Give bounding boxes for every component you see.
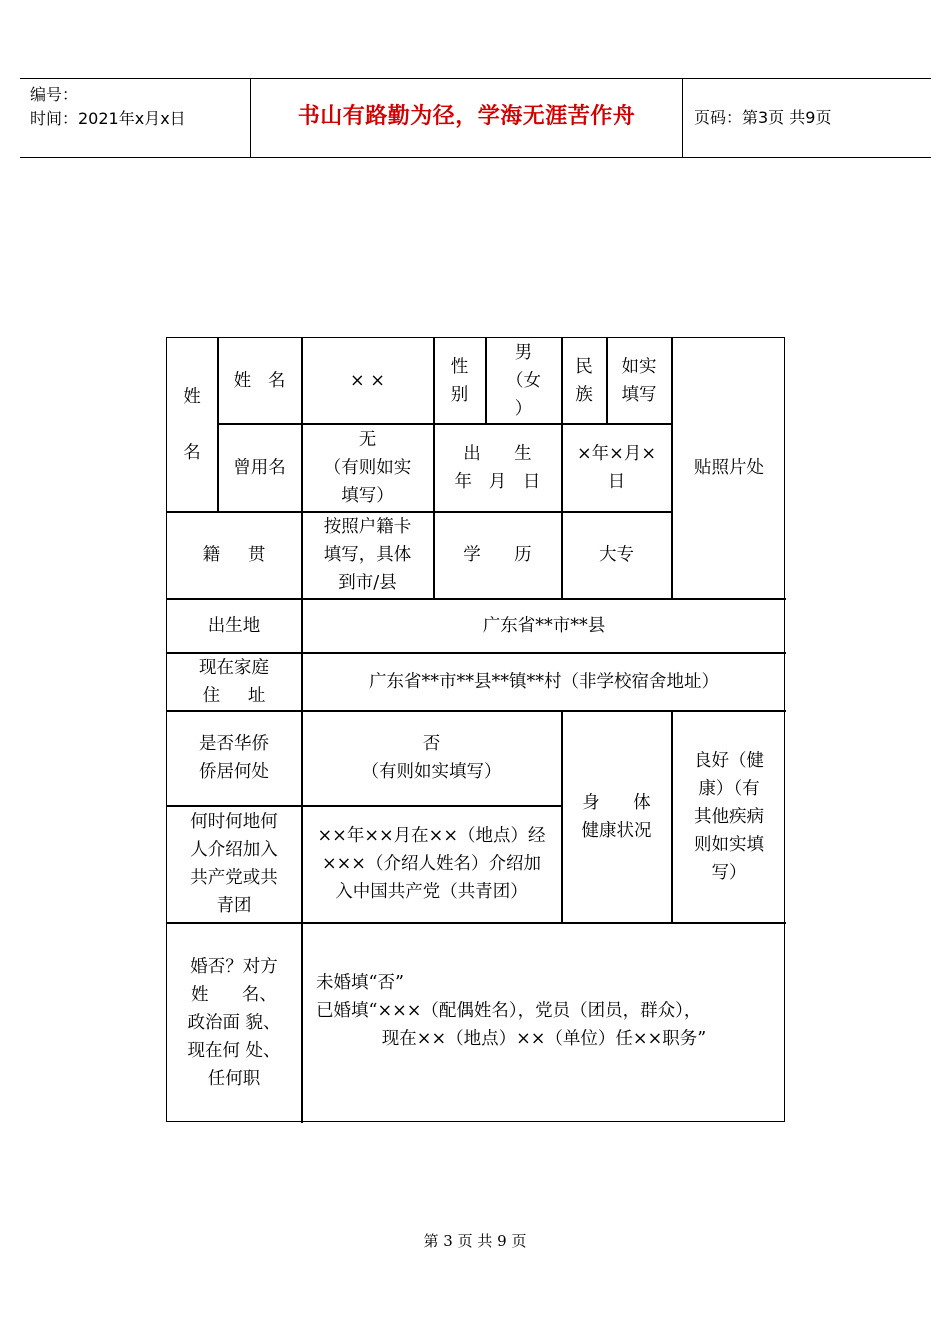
former-name-value: 无 （有则如实 填写） [323,429,412,506]
address-value: 广东省**市**县**镇**村（非学校宿舍地址） [369,671,719,692]
education-label: 学 历 [463,545,532,565]
name-value: × × [350,370,385,391]
marriage-married-note-cont: 现在××（地点）××（单位）任××职务” [381,1029,707,1049]
header-meta [30,83,186,131]
name-label: 姓 名 [233,370,286,391]
birthplace-label: 出生地 [207,615,261,636]
page-footer: 第 3 页 共 9 页 [423,1232,527,1250]
health-value: 良好（健 康）（有 其他疾病 则如实填 写） [694,750,764,883]
birth-date-value: ×年×月× 日 [577,443,656,492]
name-group-label: 姓 名 [183,386,201,463]
header-motto: 书山有路勤为径，学海无涯苦作舟 [297,104,636,129]
marriage-unmarried-note: 未婚填“否” [316,973,404,993]
overseas-label: 是否华侨 侨居何处 [199,734,269,782]
marriage-label: 婚否？对方 姓 名、 政治面 貌、 现在何 处、 任何职 [187,957,281,1089]
date-label: 时间：2021年x月x日 [30,109,186,128]
serial-number-label: 编号： [30,85,79,104]
education-value: 大专 [599,545,634,565]
gender-value: 男 （女 ） [506,342,541,419]
overseas-value: 否 （有则如实填写） [361,734,502,782]
former-name-label: 曾用名 [233,457,286,478]
photo-placeholder: 贴照片处 [694,458,764,478]
health-label: 身 体 健康状况 [581,792,652,841]
birth-date-label: 出 生 年 月 日 [454,443,541,492]
party-join-value: ××年××月在××（地点）经 ×××（介绍人姓名）介绍加 入中国共产党（共青团） [317,826,546,902]
birthplace-value: 广东省**市**县 [482,615,606,636]
ethnicity-label: 民 族 [575,356,593,405]
gender-label: 性 别 [450,356,469,405]
party-join-label: 何时何地何 人介绍加入 共产党或共 青团 [190,812,278,916]
marriage-married-note: 已婚填“×××（配偶姓名），党员（团员，群众）， [316,1001,702,1021]
header-page-info: 页码：第3页 共9页 [694,108,832,127]
native-place-label: 籍 贯 [202,545,266,565]
native-place-value: 按照户籍卡 填写，具体 到市/县 [323,517,412,593]
personal-info-form [166,337,785,1122]
address-label: 现在家庭 住 址 [199,657,269,706]
header-divider [682,79,683,157]
page-header [20,78,931,158]
ethnicity-value: 如实 填写 [621,356,657,405]
marriage-value [302,923,786,1123]
